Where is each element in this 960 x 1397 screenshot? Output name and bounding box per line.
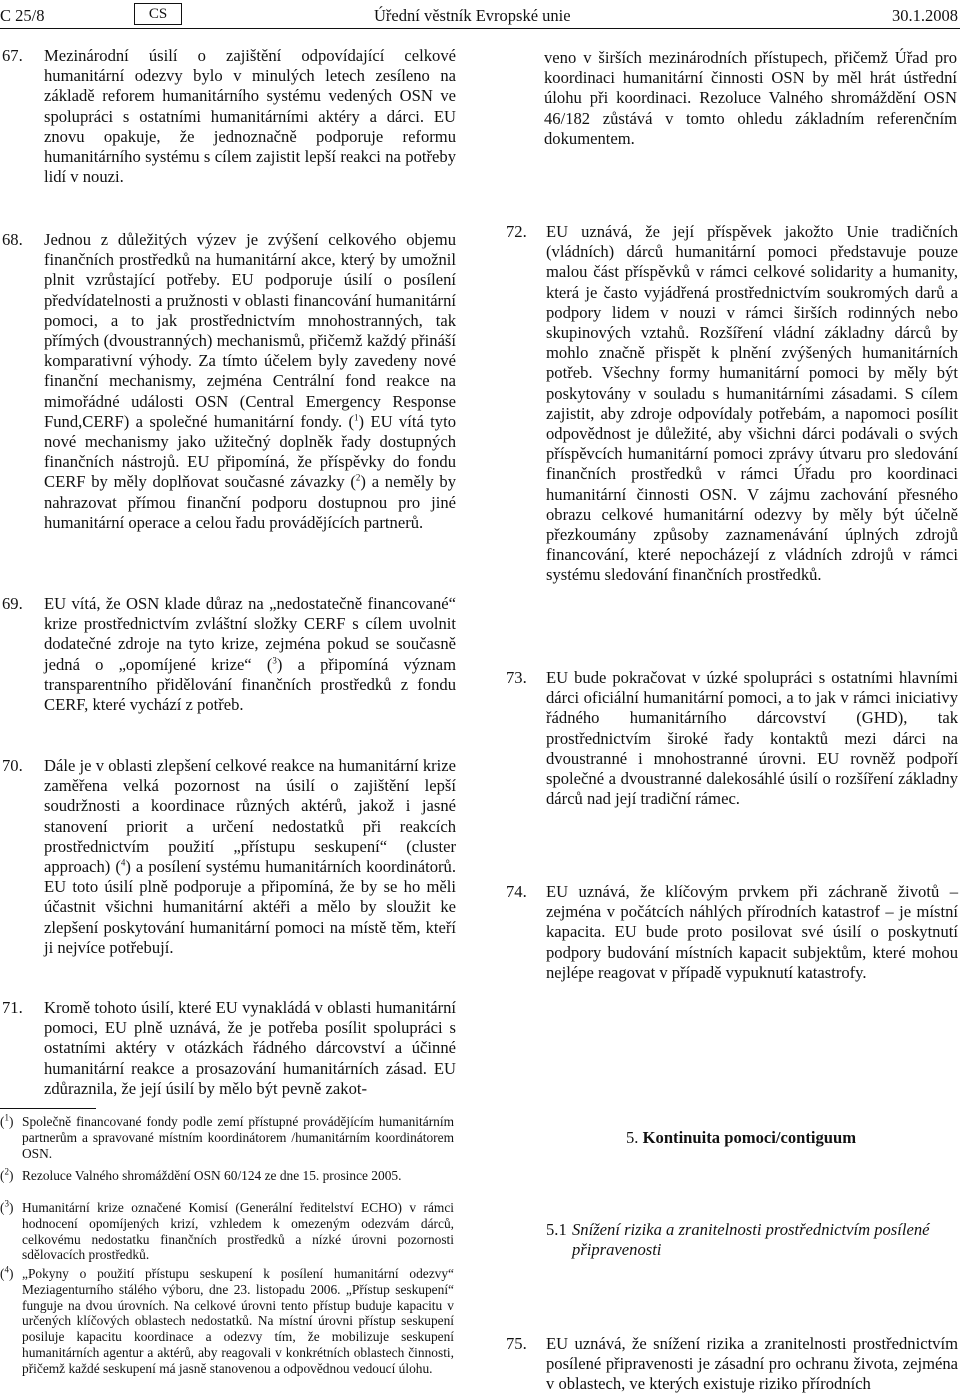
paragraph-68 — [2, 230, 456, 533]
paragraph-71 — [2, 998, 456, 1099]
paragraph-71-continuation — [544, 48, 957, 149]
footnote-ref[interactable]: 3 — [272, 655, 277, 666]
paragraph-text: veno v širších mezinárodních přístupech, přičemž Úřad pro koordinaci humanitární činnosti OSN by měl hrát ústřední úlohu při koordinaci. Rezoluce Valného shromáždění OSN 46/182 zůstává v tomto ohledu základním referenčním dokumentem. — [544, 48, 957, 148]
paragraph-text: EU uznává, že klíčovým prvkem při záchraně životů – zejména v počátcích náhlých přírodních katastrof – je místní kapacita. EU bude proto posilovat své úsilí o poskytnutí podpory budování místních kapacit subjektům, které mohou nejlépe reagovat v případě vypuknutí katastrofy. — [546, 882, 958, 982]
paragraph-text: EU uznává, že její příspěvek jakožto Unie tradičních (vládních) dárců humanitární pomoci představuje pouze malou část příspěvků v rámci celkové solidarity a humanity, která je často vyjádřená prostřednictvím soukromých darů a podpory lidem v nouzi v rámci širších rodinných nebo skupinových vztahů. Rozšíření vládní základny dárců by mohlo značně přispět k plnění zvýšených humanitárních potřeb. Všechny formy humanitární pomoci by měly být poskytovány v souladu s humanitárními zásadami. S cílem zajistit, aby zdroje odpovídaly potřebám, a napomoci posílit odpovědnost je důležité, aby všichni dárci podávali o svých příspěvcích humanitární pomoci zprávy útvaru pro sledování finančních prostředků v rámci Úřadu pro koordinaci humanitární činnosti OSN. V zájmu zachování přesného obrazu celkové humanitární odezvy by měly být účelně přezkoumány způsoby zaznamenávání úplných zdrojů financování, které nepocházejí z vládních zdrojů v rámci systému sledování finančních prostředků. — [546, 222, 958, 585]
paragraph-text: Mezinárodní úsilí o zajištění odpovídající celkové humanitární odezvy bylo v minulých letech zesíleno na základě reforem humanitárního systému vedených OSN ve spolupráci s ostatními humanitárními aktéry a dárci. EU znovu opakuje, že jednoznačně podporuje reformu humanitárního systému s cílem zajistit lepší reakci na potřeby lidí v nouzi. — [44, 46, 456, 187]
footnote-3 — [0, 1200, 454, 1263]
subsection-title: Snížení rizika a zranitelnosti prostřednictvím posílené připravenosti — [572, 1220, 930, 1260]
publication-date: 30.1.2008 — [892, 6, 958, 25]
footnote-text: Společně financované fondy podle zemí přístupné provádějícím humanitárním partnerům a spravované místním koordinátorem /humanitárním koordinátorem OSN. — [22, 1114, 454, 1161]
paragraph-text: EU vítá, že OSN klade důraz na „nedostatečně financované“ krize prostřednictvím zvláštní složky CERF s cílem uvolnit dodatečné zdroje na tyto krize, zejména pokud se současně jedná o „opomíjené krize“ ($^3$) a připomíná význam transparentního přidělování finančních prostředků z fondu CERF, které vychází z potřeb. — [44, 594, 456, 715]
paragraph-number: 75. — [506, 1334, 527, 1353]
paragraph-number: 73. — [506, 668, 527, 687]
footnote-ref[interactable]: 4 — [120, 857, 126, 868]
footnote-number: ($^3$) — [0, 1198, 14, 1215]
footnote-text: „Pokyny o použití přístupu seskupení k posílení humanitární odezvy“ Meziagenturního stálého výboru, dne 23. listopadu 2006. „Přístup seskupení“ funguje na dvou úrovních. Na celkové úrovni tento přístup buduje kapacitu v určených klíčových oblastech nedostatků. Na místní úrovni přístup seskupení posiluje kapacitu koordinace a odezvy tím, že mobilizuje seskupení humanitárních agentur a aktérů, aby reagovali v konkrétních oblastech činnosti, přičemž každé seskupení má jasně stanovenou a odpovědnou vedoucí úlohu. — [22, 1266, 454, 1376]
section-number: 5. — [626, 1128, 639, 1147]
footnote-ref[interactable]: 1 — [354, 412, 359, 423]
subsection-heading — [546, 1220, 958, 1260]
footnote-text: Humanitární krize označené Komisí (Generální ředitelství ECHO) v rámci hodnocení opomíjených krizí, vzhledem k omezeným odezvám dárců, celkovému nedostatku finančních prostředků a nízké úrovni pozornosti sdělovacích prostředků. — [22, 1200, 454, 1263]
footnote-number: ($^2$) — [0, 1166, 14, 1183]
footnote-divider — [0, 1108, 96, 1109]
paragraph-text: Kromě tohoto úsilí, které EU vynakládá v oblasti humanitární pomoci, EU plně uznává, že je potřeba posílit spolupráci s ostatními aktéry v otázkách řádného dárcovství a účinné humanitární reakce a prosazování humanitárních zásad. EU zdůraznila, že její úsilí by mělo být pevně zakot- — [44, 998, 456, 1098]
paragraph-70 — [2, 756, 456, 958]
paragraph-72 — [506, 222, 958, 586]
section-heading — [626, 1128, 856, 1148]
paragraph-69 — [2, 594, 456, 715]
page-reference: C 25/8 — [0, 6, 45, 25]
paragraph-73 — [506, 668, 958, 809]
footnote-ref[interactable]: 2 — [355, 472, 361, 483]
paragraph-75 — [506, 1334, 958, 1395]
paragraph-text: Jednou z důležitých výzev je zvýšení celkového objemu finančních prostředků na humanitární akce, který by umožnil plnit vzrůstající potřeby. EU podporuje úsilí o posílení předvídatelnosti a pružnosti v oblasti financování humanitární pomoci, a to jak prostřednictvím mnohostranných, tak přímých (dvoustranných) mechanismů, přičemž každý přináší komparativní výhody. Za tímto účelem byly zavedeny nové finanční mechanismy, zejména Centrální fond reakce na mimořádné události OSN (Central Emergency Response Fund,CERF) a společné humanitární fondy. ($^1$) EU vítá tyto nové mechanismy jako užitečný doplněk řady dostupných finančních nástrojů. EU připomíná, že příspěvky do fondu CERF by měly doplňovat současné závazky ($^2$) a neměly by nahrazovat přímou finanční podporu dostupnou pro jiné humanitární operace a celou řadu provádějících partnerů. — [44, 230, 456, 532]
paragraph-text: EU uznává, že snížení rizika a zranitelnosti prostřednictvím posílené připravenosti je zásadní pro ochranu života, zejména v oblastech, ve kterých existuje riziko přírodních — [546, 1334, 958, 1394]
footnote-1 — [0, 1114, 454, 1161]
journal-title: Úřední věstník Evropské unie — [374, 6, 571, 25]
footnote-text: Rezoluce Valného shromáždění OSN 60/124 ze dne 15. prosince 2005. — [22, 1168, 402, 1183]
footnote-4 — [0, 1266, 454, 1377]
paragraph-number: 72. — [506, 222, 527, 241]
paragraph-67 — [2, 46, 456, 187]
paragraph-number: 68. — [2, 230, 23, 249]
subsection-number: 5.1 — [546, 1220, 567, 1239]
footnote-2 — [0, 1168, 454, 1184]
header-divider — [0, 28, 960, 29]
paragraph-number: 70. — [2, 756, 23, 775]
paragraph-number: 74. — [506, 882, 527, 901]
section-title: Kontinuita pomoci/contiguum — [642, 1128, 857, 1147]
paragraph-number: 71. — [2, 998, 23, 1017]
paragraph-74 — [506, 882, 958, 983]
paragraph-number: 67. — [2, 46, 23, 65]
footnote-number: ($^1$) — [0, 1112, 14, 1129]
paragraph-number: 69. — [2, 594, 23, 613]
paragraph-text: EU bude pokračovat v úzké spolupráci s ostatními hlavními dárci oficiální humanitární pomoci, a to jak v rámci iniciativy řádného humanitárního dárcovství (GHD), tak prostřednictvím široké řady kontaktů mezi dárci na dvoustranné i mnohostranné úrovni. EU rovněž podpoří společné a dvoustranné dalekosáhlé úsilí o rozšíření základny dárců nad její tradiční rámec. — [546, 668, 958, 809]
paragraph-text: Dále je v oblasti zlepšení celkové reakce na humanitární krize zaměřena velká pozornost na úsilí o zajištění lepší soudržnosti a koordinace různých aktérů, jakož i jasné stanovení priorit a určení nedostatků při reakcích prostřednictvím použití „přístupu seskupení“ (cluster approach) ($^4$) a posílení systému humanitárních koordinátorů. EU toto úsilí plně podporuje a připomíná, že by se ho měli účastnit všichni humanitární aktéři a mělo by sloužit ke zlepšení poskytování humanitární pomoci na místě těm, kteří ji nejvíce potřebují. — [44, 756, 457, 957]
footnote-number: ($^4$) — [0, 1264, 14, 1281]
language-code-box: CS — [134, 3, 182, 25]
